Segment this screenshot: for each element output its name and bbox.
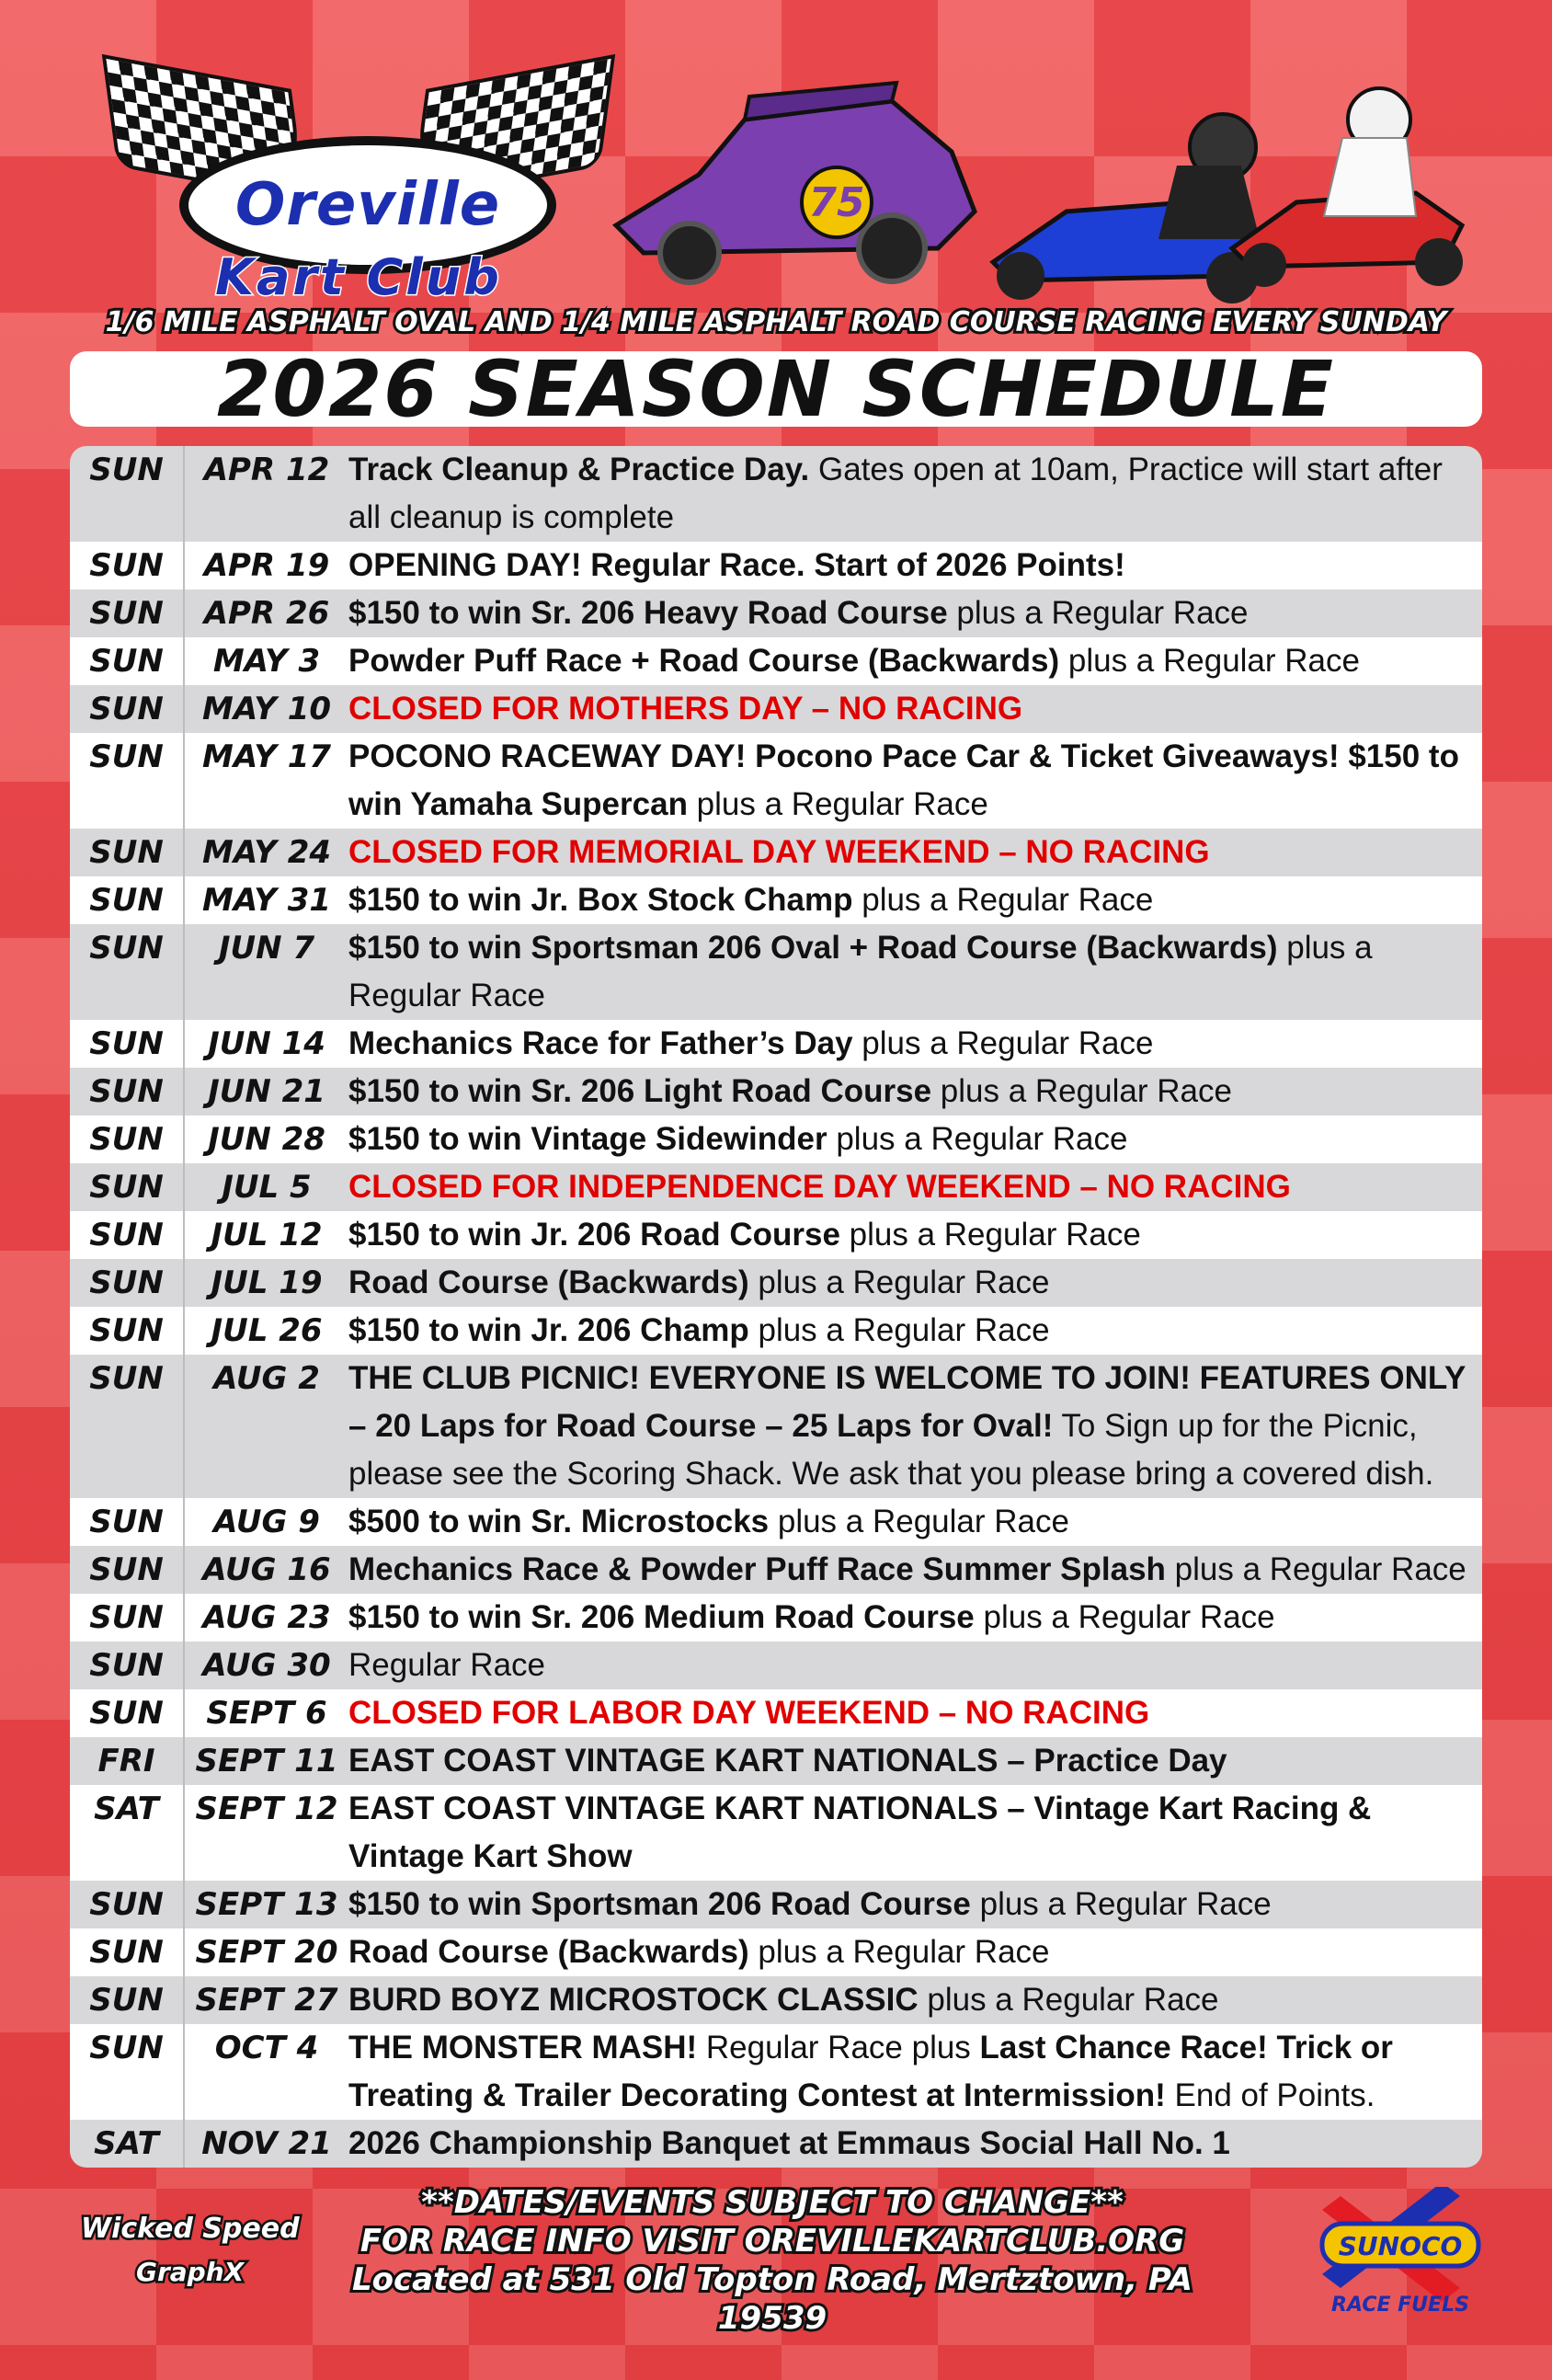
event-highlight: $150 to win Sportsman 206 Oval + Road Course (Backwards) xyxy=(348,930,1278,966)
event-day: SUN xyxy=(70,1259,185,1307)
event-date: OCT 4 xyxy=(214,2030,319,2066)
event-description xyxy=(348,1355,1482,1498)
event-highlight: EAST COAST VINTAGE KART NATIONALS – Vintage Kart Racing & Vintage Kart Show xyxy=(348,1791,1372,1874)
event-date: AUG 2 xyxy=(213,1360,320,1397)
event-detail: plus a Regular Race xyxy=(748,1264,1050,1300)
event-day: SUN xyxy=(70,1498,185,1546)
racing-kart-icon xyxy=(993,114,1260,303)
event-highlight: Last Chance Race! Trick or Treating & Trailer Decorating Contest at Intermission! xyxy=(348,2030,1393,2113)
event-highlight: POCONO RACEWAY DAY! Pocono Pace Car & Ticket Giveaways! $150 to win Yamaha Supercan xyxy=(348,738,1459,822)
schedule-row xyxy=(70,1163,1482,1211)
event-date: MAY 17 xyxy=(201,738,332,775)
event-description xyxy=(348,1881,1482,1928)
event-date: JUL 5 xyxy=(222,1169,312,1206)
schedule-row xyxy=(70,829,1482,876)
schedule-row xyxy=(70,1976,1482,2024)
event-date: JUN 14 xyxy=(208,1025,325,1062)
event-day: SUN xyxy=(70,685,185,733)
sponsor-name: GraphX xyxy=(136,2257,245,2287)
event-day: SUN xyxy=(70,446,185,542)
event-day: SUN xyxy=(70,1689,185,1737)
schedule-row xyxy=(70,876,1482,924)
event-detail: plus a Regular Race xyxy=(827,1121,1128,1157)
event-date: SEPT 11 xyxy=(195,1743,338,1779)
event-day: SUN xyxy=(70,1594,185,1642)
event-highlight: Road Course (Backwards) xyxy=(348,1934,749,1970)
event-highlight: CLOSED FOR MEMORIAL DAY WEEKEND – NO RACING xyxy=(348,834,1210,870)
event-date: MAY 24 xyxy=(201,834,332,871)
event-day: SUN xyxy=(70,1642,185,1689)
event-day: SUN xyxy=(70,924,185,1020)
event-highlight: THE CLUB PICNIC! EVERYONE IS WELCOME TO JOIN! FEATURES ONLY – 20 Laps for Road Course – 25 Laps for Oval! xyxy=(348,1360,1466,1444)
event-day: SUN xyxy=(70,733,185,829)
event-detail: plus a Regular Race xyxy=(839,1217,1141,1253)
event-highlight: 2026 Championship Banquet at Emmaus Social Hall No. 1 xyxy=(348,2125,1230,2161)
event-date: APR 26 xyxy=(203,595,330,632)
event-description xyxy=(348,685,1482,733)
schedule-row xyxy=(70,1928,1482,1976)
event-day: SUN xyxy=(70,1307,185,1355)
event-day: SUN xyxy=(70,1546,185,1594)
event-date: MAY 10 xyxy=(201,691,332,727)
event-detail: plus a Regular Race xyxy=(852,1025,1154,1061)
page-title: 2026 SEASON SCHEDULE xyxy=(216,344,1336,434)
footer-address: Located at 531 Old Topton Road, Mertztown, PA 19539 xyxy=(351,2261,1193,2337)
event-date: MAY 3 xyxy=(212,643,321,680)
schedule-row xyxy=(70,1355,1482,1498)
event-day: SUN xyxy=(70,876,185,924)
event-day: SUN xyxy=(70,1020,185,1068)
event-detail: plus a Regular Race xyxy=(1059,643,1360,679)
event-description xyxy=(348,1737,1482,1785)
event-description xyxy=(348,876,1482,924)
title-bar xyxy=(70,344,1482,434)
event-description xyxy=(348,2120,1482,2168)
event-detail: plus a Regular Race xyxy=(931,1073,1232,1109)
schedule-row xyxy=(70,1594,1482,1642)
schedule-row xyxy=(70,1116,1482,1163)
event-date: AUG 9 xyxy=(213,1504,320,1540)
event-date: JUN 7 xyxy=(218,930,315,967)
event-description xyxy=(348,924,1482,1020)
event-day: SUN xyxy=(70,1928,185,1976)
event-date: SEPT 20 xyxy=(195,1934,338,1971)
event-description xyxy=(348,1642,1482,1689)
event-detail: End of Points. xyxy=(1165,2077,1375,2113)
event-highlight: $150 to win Sportsman 206 Road Course xyxy=(348,1886,971,1922)
schedule-row xyxy=(70,733,1482,829)
event-highlight: CLOSED FOR LABOR DAY WEEKEND – NO RACING xyxy=(348,1695,1150,1731)
footer-website: FOR RACE INFO VISIT OREVILLEKARTCLUB.ORG xyxy=(359,2223,1185,2260)
event-date: AUG 16 xyxy=(202,1551,331,1588)
event-day: SUN xyxy=(70,2024,185,2120)
event-highlight: Mechanics Race for Father’s Day xyxy=(348,1025,853,1061)
event-day: SUN xyxy=(70,637,185,685)
event-day: SUN xyxy=(70,1211,185,1259)
schedule-row xyxy=(70,637,1482,685)
tagline: 1/6 MILE ASPHALT OVAL AND 1/4 MILE ASPHALT ROAD COURSE RACING EVERY SUNDAY xyxy=(105,306,1447,338)
event-detail: plus a Regular Race xyxy=(769,1504,1069,1539)
event-detail: Gates open at 10am, Practice will start after all cleanup is complete xyxy=(348,452,1443,535)
sprint-car-icon xyxy=(616,83,975,282)
karts-illustration xyxy=(588,64,1471,303)
event-detail: plus a Regular Race xyxy=(918,1982,1219,2018)
event-day: SUN xyxy=(70,1976,185,2024)
footer xyxy=(0,2170,1552,2380)
event-detail: plus a Regular Race xyxy=(1165,1551,1466,1587)
sponsor-name: SUNOCO xyxy=(1338,2231,1463,2261)
event-description xyxy=(348,1498,1482,1546)
event-description xyxy=(348,446,1482,542)
event-highlight: $150 to win Jr. 206 Champ xyxy=(348,1312,749,1348)
event-detail: plus a Regular Race xyxy=(748,1312,1050,1348)
event-detail: plus a Regular Race xyxy=(947,595,1249,631)
event-day: SUN xyxy=(70,1068,185,1116)
sunoco-logo xyxy=(1304,2187,1497,2325)
event-date: JUN 28 xyxy=(208,1121,325,1158)
event-description xyxy=(348,733,1482,829)
event-description xyxy=(348,1594,1482,1642)
schedule-row xyxy=(70,1020,1482,1068)
schedule-row xyxy=(70,2024,1482,2120)
schedule-row xyxy=(70,1498,1482,1546)
event-highlight: $150 to win Sr. 206 Heavy Road Course xyxy=(348,595,948,631)
event-description xyxy=(348,1976,1482,2024)
schedule-row xyxy=(70,685,1482,733)
event-highlight: Mechanics Race & Powder Puff Race Summer Splash xyxy=(348,1551,1166,1587)
event-day: SAT xyxy=(70,2120,185,2168)
event-date: JUL 26 xyxy=(211,1312,323,1349)
event-day: FRI xyxy=(70,1737,185,1785)
event-description xyxy=(348,1163,1482,1211)
schedule-row xyxy=(70,542,1482,589)
event-description xyxy=(348,1068,1482,1116)
header xyxy=(0,0,1552,434)
event-date: NOV 21 xyxy=(201,2125,332,2162)
event-date: JUL 12 xyxy=(211,1217,323,1253)
schedule-table xyxy=(70,446,1482,2168)
event-highlight: THE MONSTER MASH! xyxy=(348,2030,698,2065)
event-day: SUN xyxy=(70,1881,185,1928)
event-date: MAY 31 xyxy=(201,882,332,919)
schedule-row xyxy=(70,1546,1482,1594)
event-description xyxy=(348,1928,1482,1976)
racing-kart-icon xyxy=(1232,88,1463,287)
logo-name: Oreville xyxy=(234,171,501,239)
event-detail: plus a Regular Race xyxy=(748,1934,1050,1970)
event-highlight: EAST COAST VINTAGE KART NATIONALS – Practice Day xyxy=(348,1743,1227,1779)
logo-subtitle: Kart Club xyxy=(215,248,502,306)
schedule-row xyxy=(70,1211,1482,1259)
event-description xyxy=(348,829,1482,876)
event-date: SEPT 12 xyxy=(195,1791,338,1827)
event-day: SAT xyxy=(70,1785,185,1881)
event-highlight: $150 to win Jr. 206 Road Course xyxy=(348,1217,840,1253)
event-date: AUG 30 xyxy=(202,1647,331,1684)
event-description xyxy=(348,589,1482,637)
event-day: SUN xyxy=(70,1163,185,1211)
schedule-row xyxy=(70,2120,1482,2168)
event-highlight: $150 to win Sr. 206 Light Road Course xyxy=(348,1073,932,1109)
event-description xyxy=(348,1307,1482,1355)
event-detail: Regular Race xyxy=(348,1647,545,1683)
event-day: SUN xyxy=(70,1355,185,1498)
event-detail: plus a Regular Race xyxy=(852,882,1154,918)
schedule-row xyxy=(70,446,1482,542)
event-description xyxy=(348,1259,1482,1307)
event-highlight: $150 to win Jr. Box Stock Champ xyxy=(348,882,853,918)
schedule-row xyxy=(70,1737,1482,1785)
event-day: SUN xyxy=(70,542,185,589)
footer-disclaimer: **DATES/EVENTS SUBJECT TO CHANGE** xyxy=(421,2184,1124,2221)
event-description xyxy=(348,1211,1482,1259)
event-detail: plus a Regular Race xyxy=(970,1886,1272,1922)
sponsor-tagline: RACE FUELS xyxy=(1331,2294,1469,2317)
schedule-row xyxy=(70,1307,1482,1355)
schedule-row xyxy=(70,1881,1482,1928)
event-highlight: OPENING DAY! Regular Race. Start of 2026 Points! xyxy=(348,547,1125,583)
footer-notice xyxy=(313,2183,1232,2338)
event-description xyxy=(348,637,1482,685)
event-description xyxy=(348,1116,1482,1163)
event-date: JUL 19 xyxy=(211,1264,323,1301)
event-day: SUN xyxy=(70,1116,185,1163)
schedule-row xyxy=(70,1785,1482,1881)
sponsor-name: Wicked Speed xyxy=(81,2213,300,2245)
event-highlight: $150 to win Vintage Sidewinder xyxy=(348,1121,827,1157)
event-detail: plus a Regular Race xyxy=(974,1599,1275,1635)
event-highlight: Road Course (Backwards) xyxy=(348,1264,749,1300)
kart-number: 75 xyxy=(808,179,865,226)
schedule-row xyxy=(70,589,1482,637)
event-highlight: Track Cleanup & Practice Day. xyxy=(348,452,810,487)
event-description xyxy=(348,1689,1482,1737)
schedule-row xyxy=(70,1259,1482,1307)
wicked-speed-logo xyxy=(72,2213,320,2323)
schedule-row xyxy=(70,1689,1482,1737)
event-date: APR 12 xyxy=(203,452,330,488)
event-date: AUG 23 xyxy=(202,1599,331,1636)
schedule-row xyxy=(70,924,1482,1020)
event-description xyxy=(348,2024,1482,2120)
event-day: SUN xyxy=(70,829,185,876)
club-logo xyxy=(101,64,616,306)
event-date: SEPT 27 xyxy=(195,1982,338,2019)
event-highlight: $150 to win Sr. 206 Medium Road Course xyxy=(348,1599,975,1635)
event-date: SEPT 6 xyxy=(206,1695,327,1732)
event-detail: plus a Regular Race xyxy=(687,786,988,822)
schedule-row xyxy=(70,1068,1482,1116)
event-date: SEPT 13 xyxy=(195,1886,338,1923)
schedule-row xyxy=(70,1642,1482,1689)
event-description xyxy=(348,1546,1482,1594)
event-detail: Regular Race plus xyxy=(697,2030,980,2065)
event-description xyxy=(348,542,1482,589)
event-highlight: BURD BOYZ MICROSTOCK CLASSIC xyxy=(348,1982,919,2018)
event-day: SUN xyxy=(70,589,185,637)
event-detail: To Sign up for the Picnic, please see the Scoring Shack. We ask that you please bring a covered dish. xyxy=(348,1408,1434,1492)
event-highlight: Powder Puff Race + Road Course (Backwards) xyxy=(348,643,1060,679)
event-date: APR 19 xyxy=(203,547,330,584)
event-date: JUN 21 xyxy=(208,1073,325,1110)
event-highlight: $500 to win Sr. Microstocks xyxy=(348,1504,770,1539)
event-detail: plus a Regular Race xyxy=(348,930,1373,1013)
event-highlight: CLOSED FOR INDEPENDENCE DAY WEEKEND – NO RACING xyxy=(348,1169,1291,1205)
event-description xyxy=(348,1785,1482,1881)
event-description xyxy=(348,1020,1482,1068)
event-highlight: CLOSED FOR MOTHERS DAY – NO RACING xyxy=(348,691,1023,727)
